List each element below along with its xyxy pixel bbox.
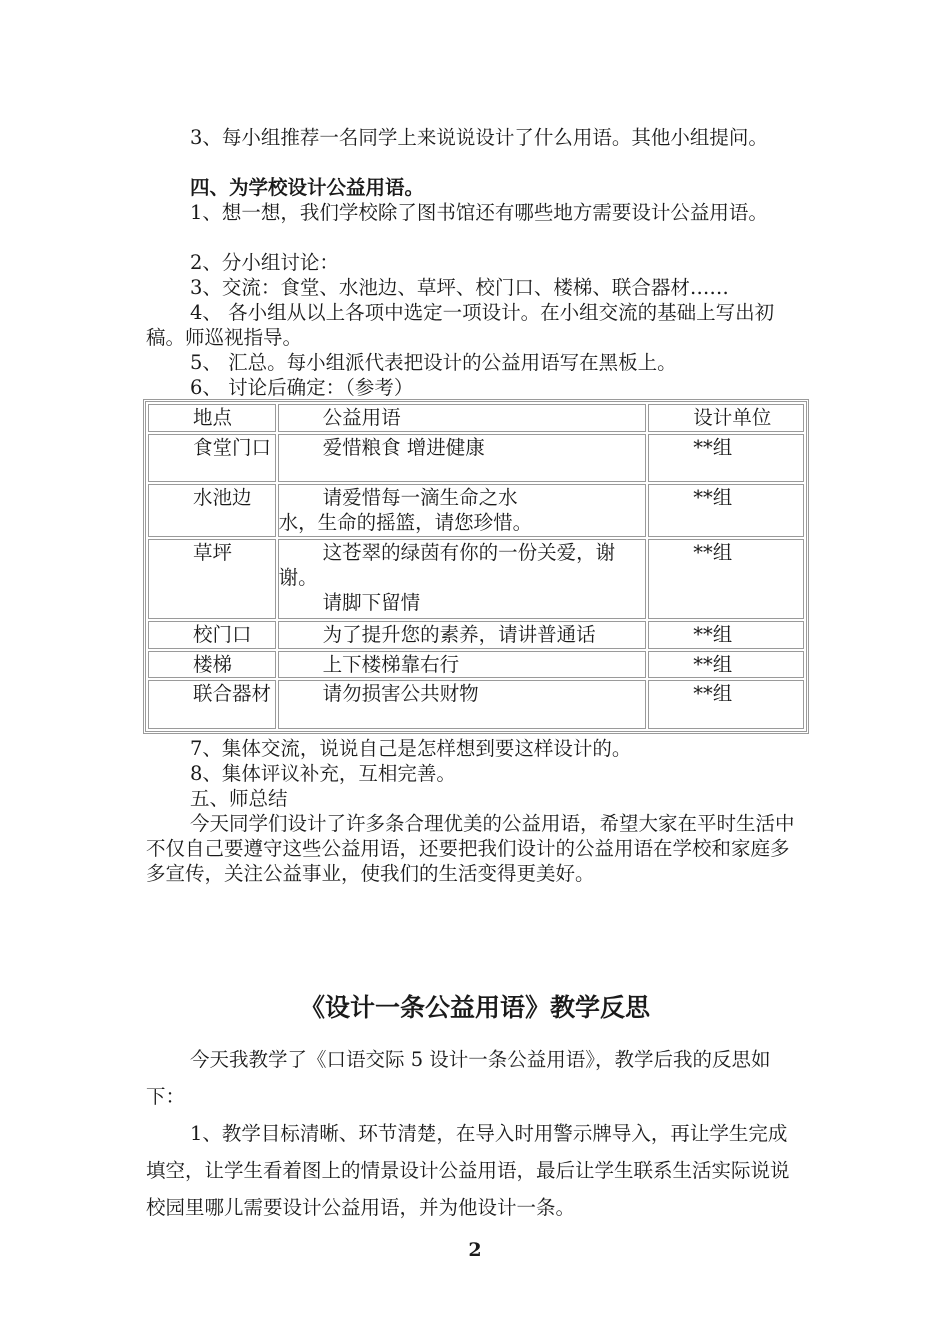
cell-unit: **组: [693, 435, 733, 459]
table-row: [148, 539, 804, 619]
slogan-table: [143, 399, 809, 734]
section-heading-5: 五、师总结: [190, 787, 288, 810]
table-row: [148, 484, 804, 537]
section-heading-4: 四、为学校设计公益用语。: [190, 176, 425, 199]
cell-place: 联合器材: [193, 682, 272, 706]
cell-slogan-line2: 请脚下留情: [322, 591, 421, 615]
paragraph-collective-review: 8、集体评议补充，互相完善。: [190, 762, 456, 785]
paragraph-collective-exchange: 7、集体交流，说说自己是怎样想到要这样设计的。: [190, 737, 632, 760]
cell-slogan-line2: 水，生命的摇篮，请您珍惜。: [278, 511, 533, 535]
reflection-paragraph-1: 1、教学目标清晰、环节清楚，在导入时用警示牌导入，再让学生完成填空，让学生看着图上的情景设计公益用语，最后让学生联系生活实际说说校园里哪儿需要设计公益用语，并为他设计一条。: [146, 1122, 790, 1219]
cell-unit: **组: [693, 541, 733, 565]
header-unit: 设计单位: [693, 406, 772, 429]
cell-slogan: 请勿损害公共财物: [322, 682, 479, 706]
cell-place: 校门口: [193, 622, 252, 646]
table-row: [148, 651, 804, 679]
table-row: [148, 680, 804, 729]
cell-slogan: 为了提升您的素养，请讲普通话: [322, 622, 596, 646]
cell-unit: **组: [693, 682, 733, 706]
paragraph-teacher-summary: 今天同学们设计了许多条合理优美的公益用语，希望大家在平时生活中不仅自己要遵守这些公益用语，还要把我们设计的公益用语在学校和家庭多多宣传，关注公益事业，使我们的生活变得更美好。: [146, 812, 795, 885]
cell-place: 水池边: [193, 486, 252, 510]
cell-slogan: 这苍翠的绿茵有你的一份关爱，谢谢。: [278, 541, 616, 590]
cell-unit: **组: [693, 652, 733, 676]
paragraph-summary: 5、 汇总。每小组派代表把设计的公益用语写在黑板上。: [190, 351, 677, 374]
paragraph-think: 1、想一想，我们学校除了图书馆还有哪些地方需要设计公益用语。: [190, 201, 768, 224]
reflection-title: 《设计一条公益用语》教学反思: [299, 993, 650, 1022]
cell-slogan: 爱惜粮食 增进健康: [322, 435, 485, 459]
table-row: [148, 434, 804, 483]
paragraph-exchange: 3、交流：食堂、水池边、草坪、校门口、楼梯、联合器材……: [190, 276, 729, 299]
reflection-paragraph-intro: 今天我教学了《口语交际 5 设计一条公益用语》，教学后我的反思如下：: [146, 1048, 771, 1108]
cell-place: 食堂门口: [193, 435, 272, 459]
cell-unit: **组: [693, 622, 733, 646]
cell-place: 楼梯: [193, 652, 233, 676]
cell-unit: **组: [693, 486, 733, 510]
table-row: [148, 621, 804, 649]
paragraph-step-3: 3、每小组推荐一名同学上来说说设计了什么用语。其他小组提问。: [190, 126, 768, 149]
paragraph-discuss: 2、分小组讨论：: [190, 251, 339, 274]
cell-place: 草坪: [193, 541, 233, 565]
header-place: 地点: [193, 406, 233, 429]
page-number: 2: [468, 1239, 482, 1261]
table-header-row: [148, 404, 804, 432]
header-slogan: 公益用语: [322, 406, 401, 429]
cell-slogan: 上下楼梯靠右行: [322, 652, 460, 676]
paragraph-select: 4、 各小组从以上各项中选定一项设计。在小组交流的基础上写出初稿。师巡视指导。: [146, 301, 775, 349]
cell-slogan: 请爱惜每一滴生命之水: [322, 486, 518, 510]
paragraph-confirm: 6、 讨论后确定：（参考）: [190, 376, 414, 399]
